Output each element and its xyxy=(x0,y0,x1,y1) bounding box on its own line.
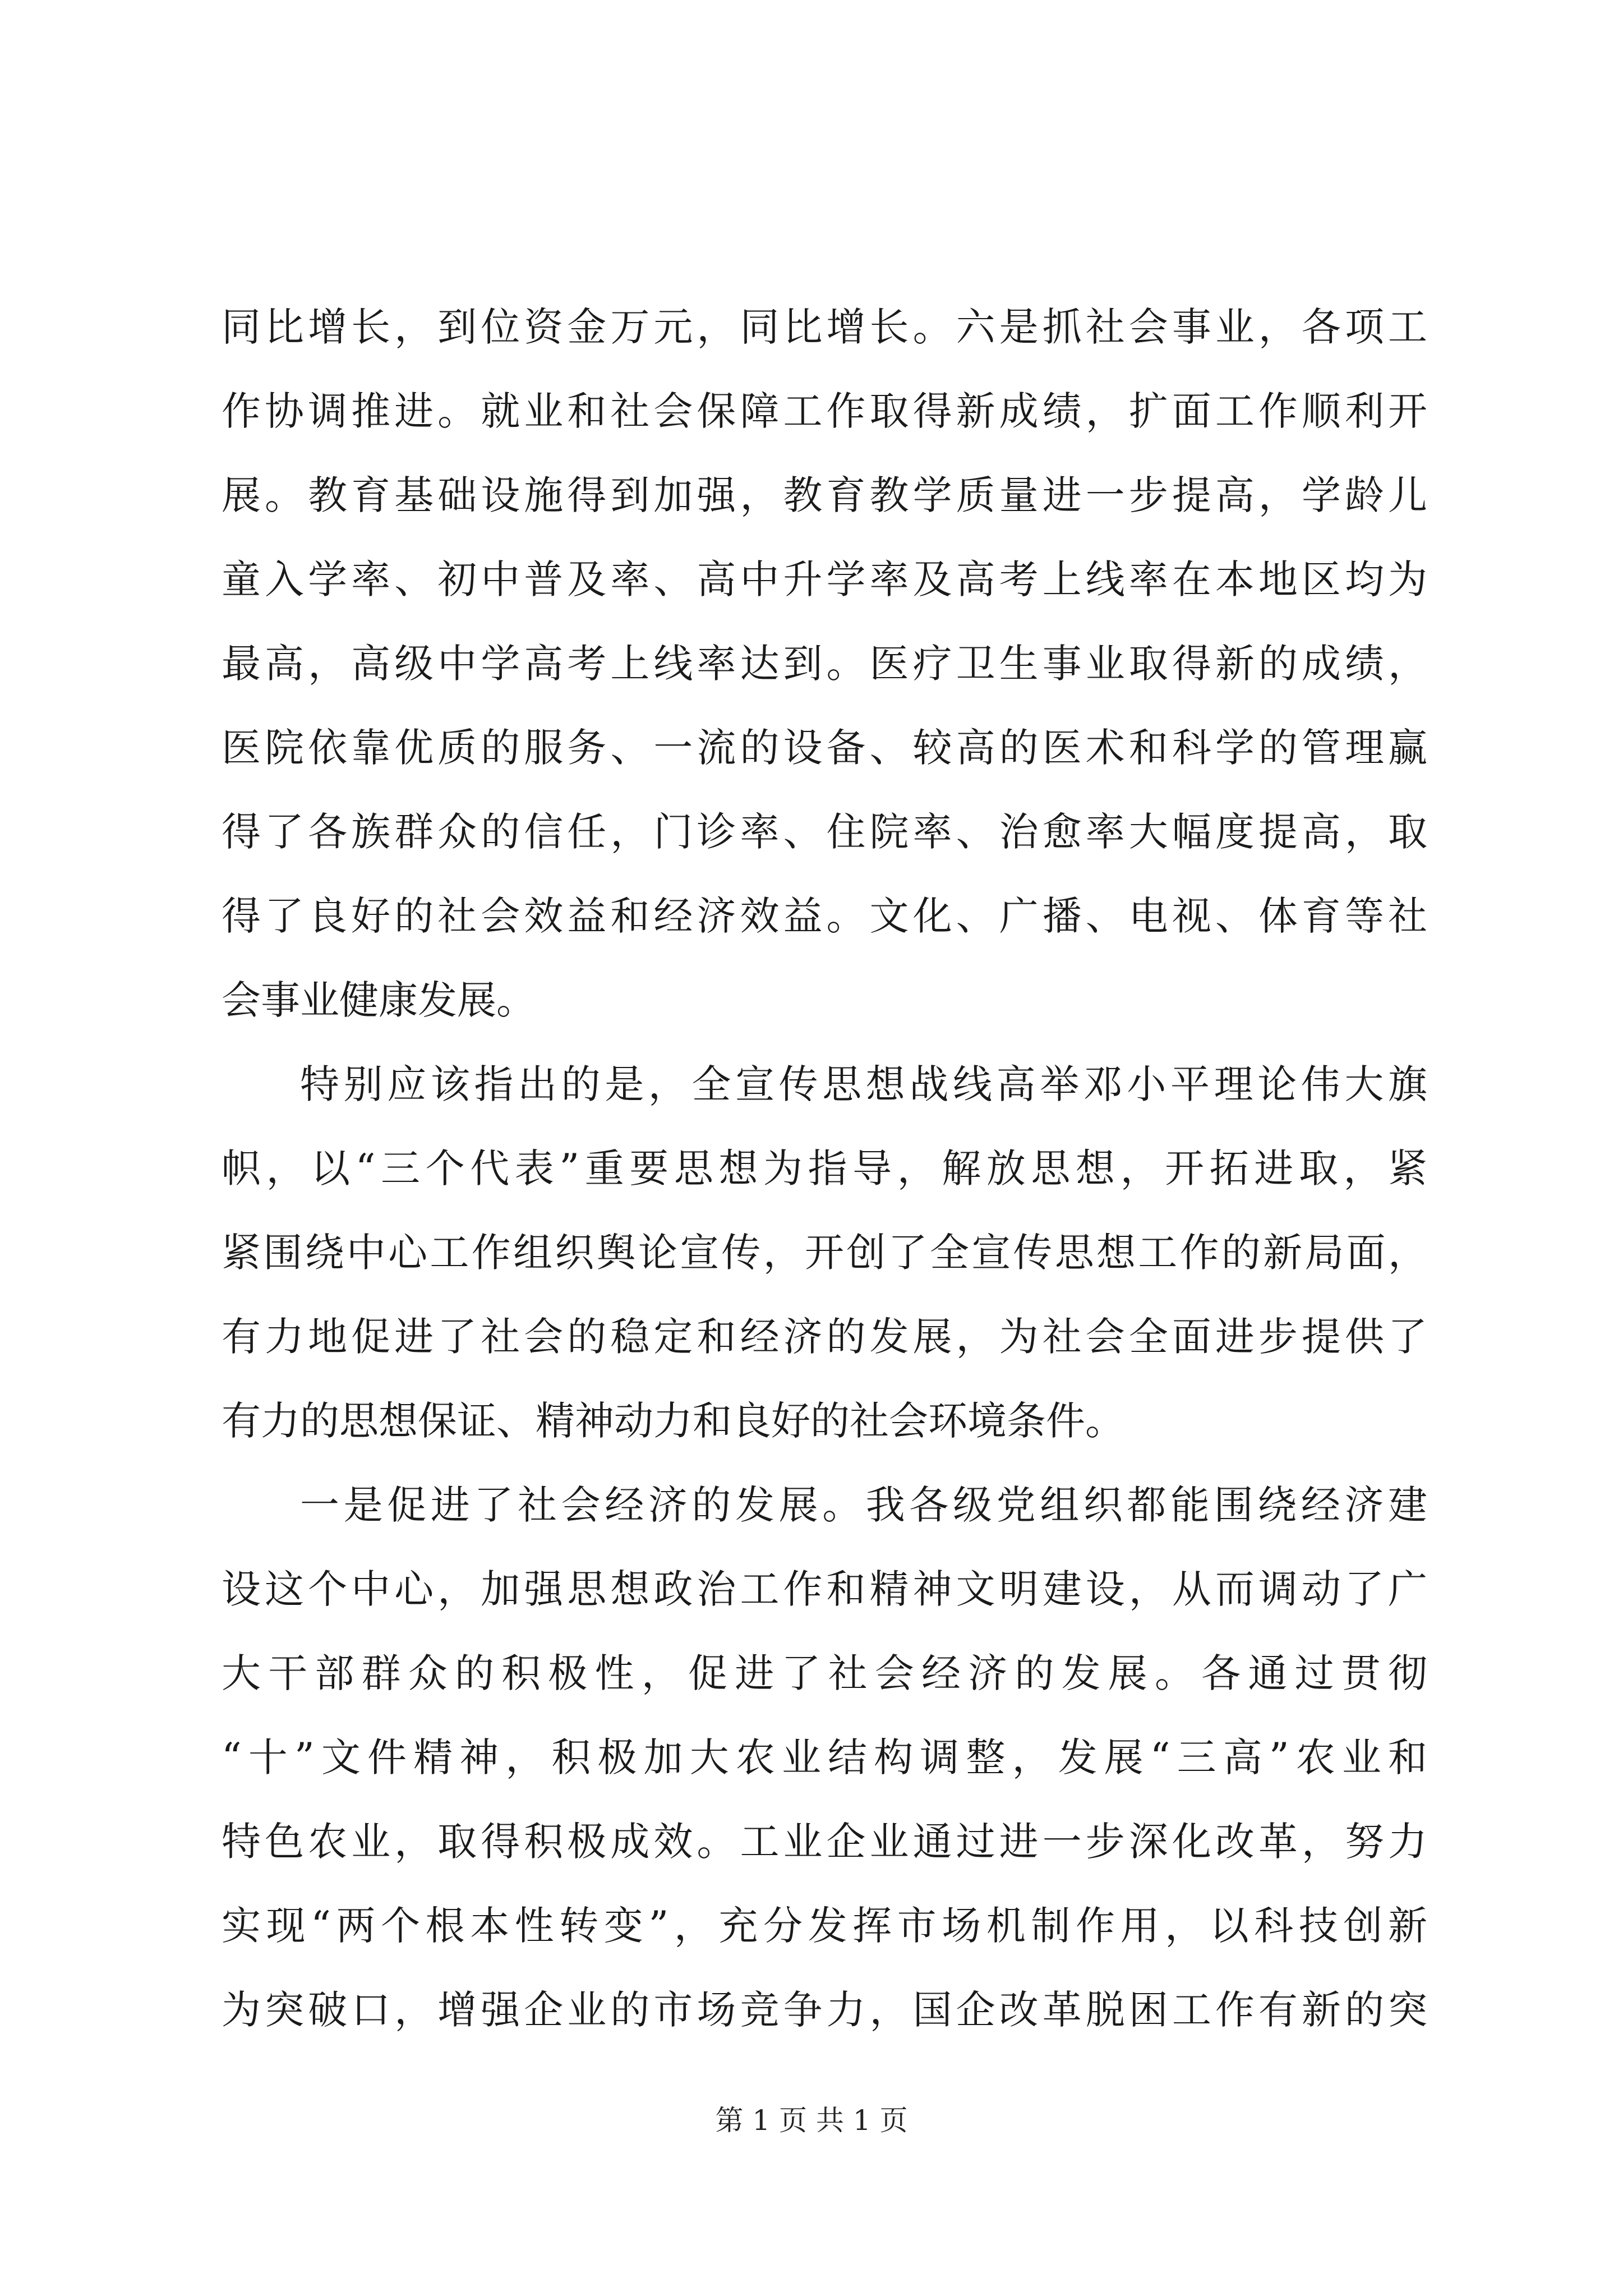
text-line: 紧围绕中心工作组织舆论宣传，开创了全宣传思想工作的新局面， xyxy=(222,1230,1427,1276)
text-line: 会事业健康发展。 xyxy=(222,977,536,1023)
paragraph-first-line: 特别应该指出的是，全宣传思想战线高举邓小平理论伟大旗 xyxy=(300,1061,1427,1107)
text-line: 为突破口，增强企业的市场竞争力，国企改革脱困工作有新的突 xyxy=(222,1987,1427,2033)
page-number-footer: 第 1 页 共 1 页 xyxy=(715,2104,908,2137)
text-line: 最高，高级中学高考上线率达到。医疗卫生事业取得新的成绩， xyxy=(222,641,1427,687)
text-line: 帜，以“三个代表”重要思想为指导，解放思想，开拓进取，紧 xyxy=(222,1145,1427,1191)
text-line: 设这个中心，加强思想政治工作和精神文明建设，从而调动了广 xyxy=(222,1566,1427,1612)
text-line: 得了良好的社会效益和经济效益。文化、广播、电视、体育等社 xyxy=(222,893,1427,939)
text-line: 作协调推进。就业和社会保障工作取得新成绩，扩面工作顺利开 xyxy=(222,388,1427,434)
text-line: 童入学率、初中普及率、高中升学率及高考上线率在本地区均为 xyxy=(222,556,1427,602)
text-line: 同比增长，到位资金万元，同比增长。六是抓社会事业，各项工 xyxy=(222,304,1427,350)
text-line: 大干部群众的积极性，促进了社会经济的发展。各通过贯彻 xyxy=(222,1650,1427,1696)
text-line: 实现“两个根本性转变”，充分发挥市场机制作用，以科技创新 xyxy=(222,1903,1427,1949)
text-line: 得了各族群众的信任，门诊率、住院率、治愈率大幅度提高，取 xyxy=(222,809,1427,855)
text-line: 特色农业，取得积极成效。工业企业通过进一步深化改革，努力 xyxy=(222,1819,1427,1865)
text-line: “十”文件精神，积极加大农业结构调整，发展“三高”农业和 xyxy=(222,1734,1427,1780)
text-line: 医院依靠优质的服务、一流的设备、较高的医术和科学的管理赢 xyxy=(222,725,1427,771)
text-line: 展。教育基础设施得到加强，教育教学质量进一步提高，学龄儿 xyxy=(222,472,1427,518)
paragraph-first-line: 一是促进了社会经济的发展。我各级党组织都能围绕经济建 xyxy=(300,1482,1427,1528)
text-line: 有力的思想保证、精神动力和良好的社会环境条件。 xyxy=(222,1398,1124,1444)
text-line: 有力地促进了社会的稳定和经济的发展，为社会全面进步提供了 xyxy=(222,1314,1427,1360)
